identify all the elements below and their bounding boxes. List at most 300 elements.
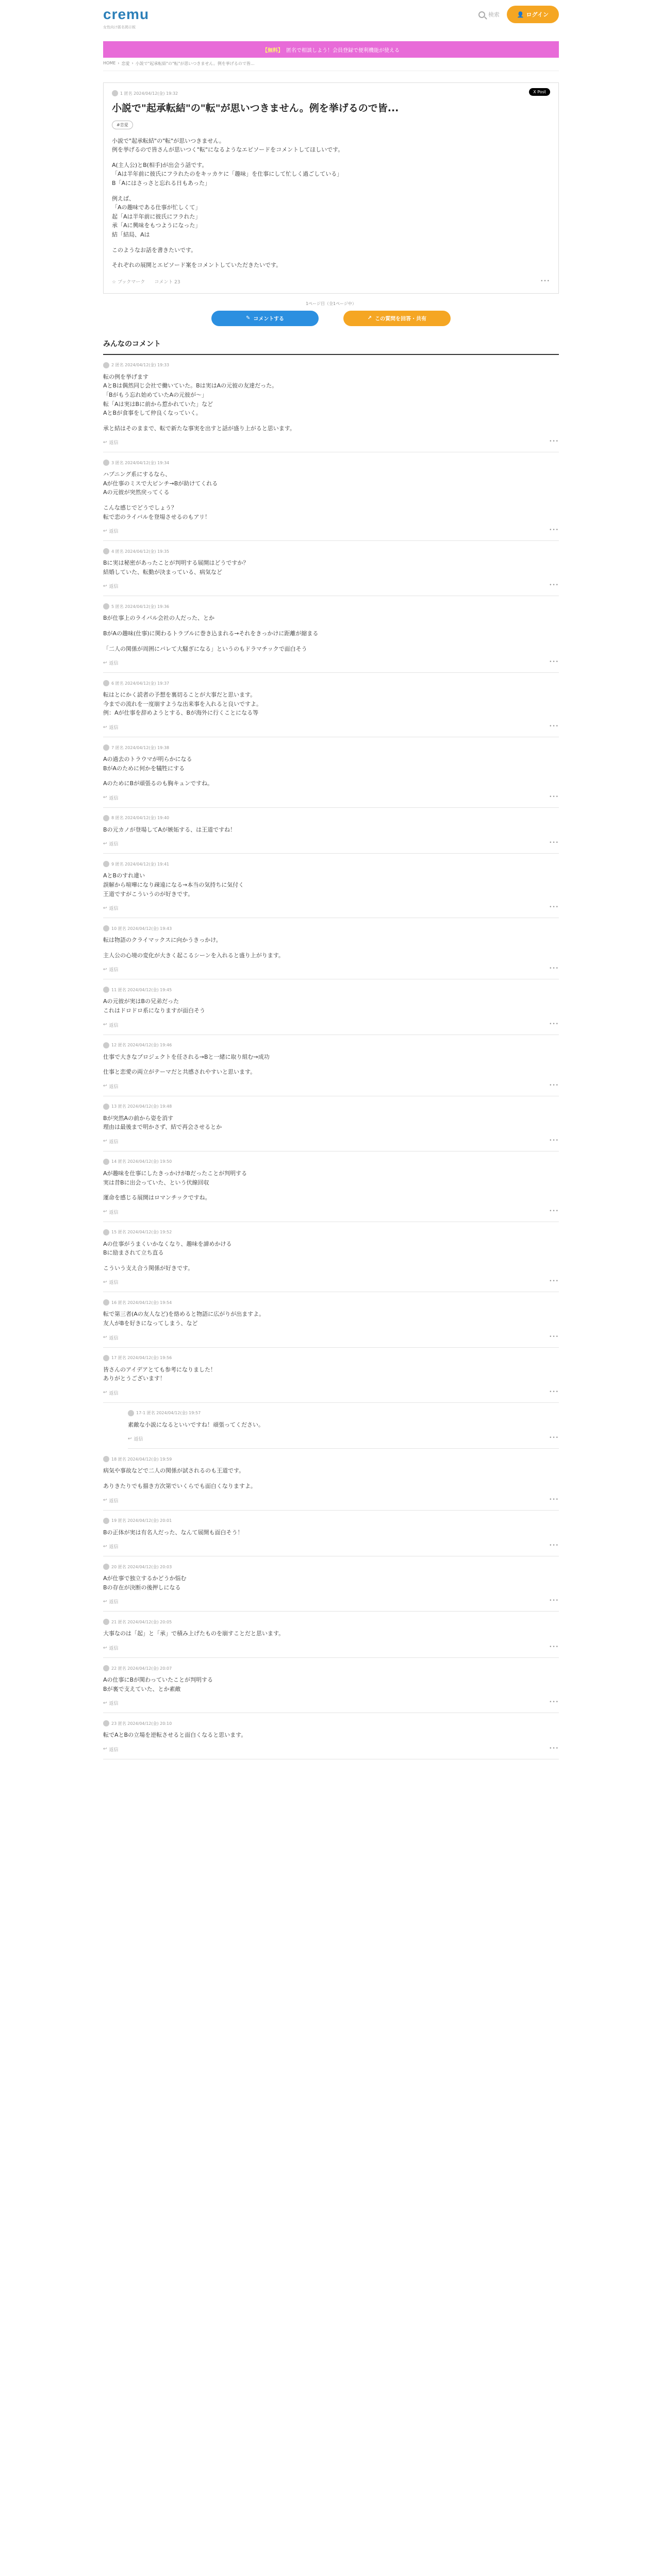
more-icon[interactable]: ••• bbox=[549, 1435, 559, 1441]
more-icon[interactable]: ••• bbox=[549, 659, 559, 665]
comment-meta bbox=[103, 1229, 559, 1235]
comment-meta-text: 17-1 匿名 2024/04/12(金) 19:57 bbox=[136, 1411, 201, 1416]
comment-meta bbox=[103, 1619, 559, 1625]
comment-body bbox=[103, 1528, 559, 1537]
comment-meta-text: 20 匿名 2024/04/12(金) 20:03 bbox=[111, 1564, 172, 1569]
comment-body bbox=[103, 936, 559, 960]
more-icon[interactable]: ••• bbox=[549, 1645, 559, 1650]
reply-button[interactable] bbox=[103, 1279, 119, 1285]
question-meta-text: 1 匿名 2024/04/12(金) 19:32 bbox=[120, 91, 178, 96]
comment-body bbox=[103, 558, 559, 577]
comment-meta-text: 17 匿名 2024/04/12(金) 19:56 bbox=[111, 1355, 172, 1361]
avatar bbox=[103, 1104, 109, 1110]
reply-button[interactable] bbox=[103, 1746, 119, 1753]
comment-item bbox=[103, 854, 559, 918]
comment-footer bbox=[103, 1389, 559, 1396]
comment-meta-text: 23 匿名 2024/04/12(金) 20:10 bbox=[111, 1721, 172, 1726]
more-icon[interactable]: ••• bbox=[549, 1745, 559, 1751]
comment-line: Aが仕事のミスで大ピンチ→Bが助けてくれる bbox=[103, 480, 218, 487]
paragraph-gap bbox=[103, 1061, 559, 1067]
reply-label: 返信 bbox=[109, 1747, 119, 1753]
header-actions bbox=[478, 6, 559, 23]
more-icon[interactable]: ••• bbox=[549, 724, 559, 729]
comment-item bbox=[103, 1348, 559, 1403]
more-icon[interactable]: ••• bbox=[549, 439, 559, 445]
comment-meta-text: 19 匿名 2024/04/12(金) 20:01 bbox=[111, 1518, 172, 1523]
reply-label: 返信 bbox=[109, 795, 119, 801]
avatar bbox=[103, 1619, 109, 1625]
reply-button[interactable] bbox=[103, 659, 119, 666]
reply-icon: ↩ bbox=[103, 1747, 107, 1752]
reply-label: 返信 bbox=[134, 1437, 143, 1443]
more-icon[interactable]: ••• bbox=[549, 1082, 559, 1088]
more-icon[interactable]: ••• bbox=[549, 583, 559, 588]
question-tag[interactable]: #恋愛 bbox=[112, 121, 133, 129]
comment-line: AとBが食事をして仲良くなっていく。 bbox=[103, 410, 202, 417]
more-icon[interactable]: ••• bbox=[549, 794, 559, 800]
reply-button[interactable] bbox=[103, 1209, 119, 1215]
share-button[interactable] bbox=[343, 311, 451, 326]
avatar bbox=[103, 1720, 109, 1726]
comment-body bbox=[103, 755, 559, 788]
paragraph-gap bbox=[103, 1258, 559, 1264]
paragraph-gap bbox=[103, 418, 559, 424]
comment-meta-text: 4 匿名 2024/04/12(金) 19:35 bbox=[111, 549, 170, 554]
comment-meta bbox=[103, 1042, 559, 1048]
comment-line: これはドロドロ系になりますが面白そう bbox=[103, 1007, 205, 1014]
comment-meta bbox=[103, 362, 559, 368]
comment-footer bbox=[103, 659, 559, 666]
comment-footer bbox=[103, 528, 559, 534]
comment-line: こういう支え合う関係が好きです。 bbox=[103, 1264, 194, 1272]
comment-item bbox=[103, 673, 559, 737]
comment-line: Bに実は秘密があったことが判明する展開はどうですか？ bbox=[103, 560, 249, 567]
login-button[interactable] bbox=[507, 6, 559, 23]
comment-button-label: コメントする bbox=[253, 316, 285, 323]
reply-button[interactable] bbox=[103, 1334, 119, 1341]
question-body-line: このようなお話を書きたいです。 bbox=[112, 246, 197, 253]
comment-line: Bの存在が決断の後押しになる bbox=[103, 1584, 181, 1591]
comment-meta bbox=[128, 1410, 559, 1416]
comment-item bbox=[103, 355, 559, 453]
bookmark-label: ブックマーク bbox=[117, 279, 145, 285]
comment-footer bbox=[103, 1598, 559, 1605]
comment-meta-text: 3 匿名 2024/04/12(金) 19:34 bbox=[111, 460, 170, 465]
pencil-icon: ✎ bbox=[245, 315, 251, 321]
more-icon[interactable]: ••• bbox=[549, 1543, 559, 1549]
comment-item bbox=[103, 979, 559, 1035]
question-actions bbox=[103, 311, 559, 326]
x-post-button[interactable]: X Post bbox=[529, 88, 550, 96]
comment-footer bbox=[103, 1334, 559, 1341]
comment-footer bbox=[103, 1746, 559, 1753]
reply-label: 返信 bbox=[109, 1210, 119, 1215]
avatar bbox=[103, 861, 109, 867]
more-icon[interactable]: ••• bbox=[549, 1208, 559, 1214]
more-icon[interactable]: ••• bbox=[549, 1700, 559, 1705]
question-title: 小説で"起承転結"の"転"が思いつきません。例を挙げるので皆... bbox=[112, 103, 399, 114]
comment-footer bbox=[103, 583, 559, 589]
share-button-label: この質問を回答・共有 bbox=[375, 316, 427, 323]
comment-meta bbox=[103, 815, 559, 821]
paragraph-gap bbox=[112, 240, 550, 246]
paragraph-gap bbox=[103, 773, 559, 779]
comment-item bbox=[103, 1096, 559, 1151]
avatar bbox=[103, 680, 109, 686]
reply-icon: ↩ bbox=[103, 439, 107, 445]
more-icon[interactable]: ••• bbox=[549, 1279, 559, 1284]
comment-footer bbox=[103, 1645, 559, 1651]
comment-footer bbox=[103, 966, 559, 973]
reply-button[interactable] bbox=[103, 794, 119, 801]
comment-line: 実は昔Bに出会っていた、という伏線回収 bbox=[103, 1179, 209, 1186]
question-body-line: 小説で"起承転結"の"転"が思いつきません。 bbox=[112, 137, 225, 144]
avatar bbox=[103, 362, 109, 368]
bookmark-button[interactable]: ☆ ブックマーク bbox=[112, 279, 145, 285]
comment-meta bbox=[103, 925, 559, 931]
more-icon[interactable]: ••• bbox=[549, 528, 559, 533]
reply-label: 返信 bbox=[109, 1701, 119, 1707]
comment-footer bbox=[103, 1022, 559, 1028]
comment-line: Aの元彼が突然戻ってくる bbox=[103, 489, 170, 496]
reply-label: 返信 bbox=[109, 1498, 119, 1504]
comment-meta-text: 2 匿名 2024/04/12(金) 19:33 bbox=[111, 363, 170, 368]
avatar bbox=[103, 744, 109, 751]
comment-body bbox=[103, 1310, 559, 1328]
promo-text: 匿名で相談しよう！会員登録で便利機能が使える bbox=[286, 47, 400, 54]
comment-footer bbox=[103, 724, 559, 731]
reply-icon: ↩ bbox=[103, 1498, 107, 1503]
more-icon[interactable]: ••• bbox=[549, 1598, 559, 1604]
comment-meta-text: 7 匿名 2024/04/12(金) 19:38 bbox=[111, 745, 170, 750]
comment-footer bbox=[103, 1209, 559, 1215]
reply-icon: ↩ bbox=[103, 1544, 107, 1549]
promo-banner[interactable] bbox=[103, 41, 559, 58]
comment-item bbox=[128, 1403, 559, 1449]
question-meta bbox=[112, 90, 550, 96]
comment-line: ありきたりでも描き方次第でいくらでも面白くなりますよ。 bbox=[103, 1483, 256, 1490]
comment-meta-text: 22 匿名 2024/04/12(金) 20:07 bbox=[111, 1666, 172, 1671]
main-content bbox=[0, 82, 662, 1759]
comment-body bbox=[103, 1240, 559, 1273]
question-body-line: 「Aの趣味である仕事が忙しくて」 bbox=[112, 204, 201, 211]
comment-meta-text: 18 匿名 2024/04/12(金) 19:59 bbox=[111, 1456, 172, 1462]
comment-line: 承と結はそのままで、転で新たな事実を出すと話が盛り上がると思います。 bbox=[103, 425, 295, 432]
comment-body bbox=[103, 1114, 559, 1132]
comment-meta-text: 12 匿名 2024/04/12(金) 19:46 bbox=[111, 1043, 172, 1048]
question-body-line: 起「Aは半年前に彼氏にフラれた」 bbox=[112, 213, 201, 220]
reply-label: 返信 bbox=[109, 968, 119, 973]
comment-meta bbox=[103, 680, 559, 686]
more-icon[interactable]: ••• bbox=[549, 905, 559, 910]
avatar bbox=[103, 460, 109, 466]
search-label: 検索 bbox=[488, 11, 500, 18]
comment-meta bbox=[103, 548, 559, 554]
comment-count: コメント 23 bbox=[154, 279, 180, 285]
reply-label: 返信 bbox=[109, 842, 119, 848]
reply-icon: ↩ bbox=[103, 795, 107, 801]
comment-body bbox=[103, 614, 559, 653]
comment-line: 転でAとBの立場を逆転させると面白くなると思います。 bbox=[103, 1732, 247, 1739]
reply-label: 返信 bbox=[109, 661, 119, 667]
breadcrumb bbox=[103, 61, 559, 71]
comment-footer bbox=[103, 439, 559, 446]
comment-line: Bが突然Aの前から姿を消す bbox=[103, 1114, 174, 1122]
comment-item bbox=[103, 1612, 559, 1658]
reply-label: 返信 bbox=[109, 440, 119, 446]
question-body-line: 例えば、 bbox=[112, 195, 135, 202]
reply-label: 返信 bbox=[109, 584, 119, 590]
comment-item bbox=[103, 1151, 559, 1222]
comment-line: 「Bがもう忘れ始めていたAの元彼が〜」 bbox=[103, 391, 208, 398]
reply-button[interactable] bbox=[103, 1138, 119, 1145]
comment-line: 転は物語のクライマックスに向かうきっかけ。 bbox=[103, 937, 222, 944]
reply-icon: ↩ bbox=[103, 660, 107, 666]
comment-line: Aの過去のトラウマが明らかになる bbox=[103, 756, 192, 762]
comment-item bbox=[103, 1292, 559, 1347]
comment-list bbox=[103, 355, 559, 1759]
comment-line: BがAの趣味(仕事)に関わるトラブルに巻き込まれる→それをきっかけに距離が縮まる bbox=[103, 630, 319, 637]
avatar bbox=[103, 987, 109, 993]
more-icon[interactable]: ••• bbox=[549, 1334, 559, 1340]
comment-line: ありがとうございます！ bbox=[103, 1375, 166, 1382]
paragraph-gap bbox=[112, 188, 550, 194]
comment-meta bbox=[103, 460, 559, 466]
comment-footer bbox=[103, 1700, 559, 1706]
comment-item bbox=[103, 918, 559, 979]
comment-item bbox=[103, 1556, 559, 1612]
reply-button[interactable] bbox=[103, 1598, 119, 1605]
reply-icon: ↩ bbox=[103, 967, 107, 972]
reply-label: 返信 bbox=[109, 1545, 119, 1550]
breadcrumb-category[interactable]: 恋愛 bbox=[121, 61, 130, 66]
comment-meta bbox=[103, 1355, 559, 1361]
comment-body bbox=[103, 470, 559, 521]
reply-label: 返信 bbox=[109, 1023, 119, 1028]
avatar bbox=[103, 1564, 109, 1570]
more-icon[interactable]: ••• bbox=[540, 279, 550, 284]
avatar bbox=[103, 603, 109, 609]
reply-button[interactable] bbox=[103, 905, 119, 911]
avatar bbox=[103, 548, 109, 554]
site-tagline: 女性向け匿名掲示板 bbox=[103, 25, 136, 29]
more-icon[interactable]: ••• bbox=[549, 1021, 559, 1027]
reply-icon: ↩ bbox=[103, 1700, 107, 1706]
comment-footer bbox=[103, 905, 559, 911]
reply-label: 返信 bbox=[109, 1084, 119, 1090]
comment-body bbox=[128, 1420, 559, 1430]
comment-meta-text: 9 匿名 2024/04/12(金) 19:41 bbox=[111, 861, 170, 867]
reply-icon: ↩ bbox=[103, 1083, 107, 1089]
comment-line: 転の例を挙げます bbox=[103, 373, 148, 380]
comment-meta bbox=[103, 1104, 559, 1110]
comment-line: 仕事で大きなプロジェクトを任される→Bと一緒に取り組む→成功 bbox=[103, 1053, 270, 1060]
question-body-line: 例を挙げるので皆さんが思いつく"転"になるようなエピソードをコメントしてほしいです。 bbox=[112, 146, 344, 154]
reply-button[interactable] bbox=[103, 1497, 119, 1504]
comment-line: Bの元カノが登場してAが嫉妬する、は王道ですね！ bbox=[103, 826, 236, 833]
reply-icon: ↩ bbox=[103, 1139, 107, 1144]
comment-meta-text: 6 匿名 2024/04/12(金) 19:37 bbox=[111, 681, 170, 686]
comment-line: 例：Aが仕事を辞めようとする、Bが海外に行くことになる等 bbox=[103, 709, 259, 717]
reply-button[interactable] bbox=[103, 1700, 119, 1706]
question-body-line: B「Aにはさっさと忘れる日もあった」 bbox=[112, 179, 210, 187]
more-icon[interactable]: ••• bbox=[549, 840, 559, 846]
comment-line: 結婚していた、転勤が決まっている、病気など bbox=[103, 568, 222, 575]
comment-line: 大事なのは「起」と「承」で積み上げたものを崩すことだと思います。 bbox=[103, 1630, 285, 1637]
comment-footer bbox=[103, 1543, 559, 1550]
reply-button[interactable] bbox=[103, 528, 119, 534]
comment-meta-text: 11 匿名 2024/04/12(金) 19:45 bbox=[111, 987, 172, 992]
comment-button[interactable] bbox=[211, 311, 319, 326]
reply-label: 返信 bbox=[109, 1600, 119, 1605]
comment-line: 転「Aは実はBに前から惹かれていた」など bbox=[103, 400, 213, 408]
reply-button[interactable] bbox=[103, 1645, 119, 1651]
comment-meta bbox=[103, 744, 559, 751]
comment-line: 「二人の関係が周囲にバレて大騒ぎになる」というのもドラマチックで面白そう bbox=[103, 645, 307, 652]
comment-line: 王道ですがこういうのが好きです。 bbox=[103, 890, 194, 897]
comment-line: 誤解から喧嘩になり疎遠になる→本当の気持ちに気付く bbox=[103, 881, 244, 888]
paragraph-gap bbox=[103, 623, 559, 629]
avatar bbox=[103, 1355, 109, 1361]
reply-icon: ↩ bbox=[103, 1209, 107, 1215]
user-icon: 👤 bbox=[517, 11, 524, 18]
login-label: ログイン bbox=[526, 11, 549, 18]
more-icon[interactable]: ••• bbox=[549, 1389, 559, 1395]
comment-line: 運命を感じる展開はロマンチックですね。 bbox=[103, 1194, 211, 1201]
comment-item bbox=[103, 1222, 559, 1293]
reply-button[interactable] bbox=[103, 1083, 119, 1090]
comment-meta-text: 15 匿名 2024/04/12(金) 19:52 bbox=[111, 1230, 172, 1235]
reply-label: 返信 bbox=[109, 906, 119, 912]
comment-line: 転で第三者(Aの友人など)を絡めると物語に広がりが出ますよ。 bbox=[103, 1311, 265, 1318]
paragraph-gap bbox=[103, 1476, 559, 1482]
reply-button[interactable] bbox=[103, 840, 119, 847]
comment-line: Bが仕事上のライバル会社の人だった、とか bbox=[103, 615, 214, 622]
comment-line: 皆さんのアイデアとても参考になりました！ bbox=[103, 1366, 217, 1373]
question-body bbox=[112, 137, 550, 270]
reply-button[interactable] bbox=[103, 439, 119, 446]
comment-meta bbox=[103, 861, 559, 867]
question-footer bbox=[112, 278, 550, 285]
reply-label: 返信 bbox=[109, 529, 119, 535]
reply-icon: ↩ bbox=[103, 583, 107, 589]
comment-line: 仕事と恋愛の両立がテーマだと共感されやすいと思います。 bbox=[103, 1069, 256, 1076]
reply-icon: ↩ bbox=[103, 905, 107, 911]
reply-label: 返信 bbox=[109, 725, 119, 731]
comment-item bbox=[103, 1035, 559, 1096]
reply-label: 返信 bbox=[109, 1139, 119, 1145]
comment-footer bbox=[103, 1279, 559, 1285]
comment-meta-text: 14 匿名 2024/04/12(金) 19:50 bbox=[111, 1159, 172, 1164]
comment-line: 素敵な小説になるといいですね！頑張ってください。 bbox=[128, 1421, 264, 1428]
search-icon bbox=[478, 11, 485, 18]
avatar bbox=[128, 1410, 134, 1416]
question-body-line: 「Aは半年前に彼氏にフラれたのをキッカケに「趣味」を仕事にして忙しく過ごしている」 bbox=[112, 171, 343, 178]
reply-label: 返信 bbox=[109, 1280, 119, 1286]
promo-accent: 【無料】 bbox=[262, 47, 283, 54]
comment-line: Aが仕事で独立するかどうか悩む bbox=[103, 1575, 187, 1582]
reply-button[interactable] bbox=[103, 724, 119, 731]
more-icon[interactable]: ••• bbox=[549, 1138, 559, 1143]
comment-body bbox=[103, 825, 559, 835]
comment-item bbox=[103, 1511, 559, 1557]
reply-icon: ↩ bbox=[103, 528, 107, 534]
avatar bbox=[103, 1042, 109, 1048]
comment-line: 理由は最後まで明かさず、結で再会させるとか bbox=[103, 1124, 222, 1131]
question-card bbox=[103, 82, 559, 294]
comment-line: Aが趣味を仕事にしたきっかけがBだったことが判明する bbox=[103, 1170, 247, 1177]
site-logo[interactable]: cremu bbox=[103, 6, 150, 22]
breadcrumb-separator: › bbox=[118, 61, 120, 65]
comment-item bbox=[103, 1713, 559, 1759]
reply-icon: ↩ bbox=[103, 724, 107, 730]
comment-line: Aの仕事にBが関わっていたことが判明する bbox=[103, 1676, 213, 1683]
question-body-line: 承「Aに興味をもつようになった」 bbox=[112, 222, 201, 229]
breadcrumb-current: 小説で"起承転結"の"転"が思いつきません。例を挙げるので皆... bbox=[135, 61, 255, 66]
avatar bbox=[103, 1229, 109, 1235]
reply-button[interactable] bbox=[128, 1435, 143, 1442]
comment-body bbox=[103, 372, 559, 433]
comment-body bbox=[103, 1365, 559, 1383]
breadcrumb-home[interactable]: HOME bbox=[103, 61, 116, 65]
comment-line: Bの正体が実は有名人だった、なんて展開も面白そう！ bbox=[103, 1529, 243, 1536]
comment-line: AとBのすれ違い bbox=[103, 872, 145, 879]
comment-item bbox=[103, 541, 559, 596]
comment-line: 転で恋のライバルを登場させるのもアリ！ bbox=[103, 513, 211, 520]
comment-item bbox=[103, 808, 559, 854]
more-icon[interactable]: ••• bbox=[549, 1497, 559, 1502]
comment-line: 転はとにかく読者の予想を裏切ることが大事だと思います。 bbox=[103, 691, 256, 699]
comment-meta-text: 13 匿名 2024/04/12(金) 19:48 bbox=[111, 1104, 172, 1109]
reply-icon: ↩ bbox=[103, 1599, 107, 1604]
comment-item bbox=[103, 1449, 559, 1510]
comment-line: Aの仕事がうまくいかなくなり、趣味を諦めかける bbox=[103, 1240, 232, 1247]
comment-line: Bに励まされて立ち直る bbox=[103, 1249, 164, 1257]
comment-body bbox=[103, 1731, 559, 1740]
reply-button[interactable] bbox=[103, 966, 119, 973]
reply-icon: ↩ bbox=[103, 1022, 107, 1028]
comment-line: 友人がBを好きになってしまう、など bbox=[103, 1320, 198, 1327]
comment-body bbox=[103, 1574, 559, 1592]
avatar bbox=[103, 925, 109, 931]
comment-meta bbox=[103, 1159, 559, 1165]
avatar bbox=[103, 1518, 109, 1524]
comment-body bbox=[103, 1466, 559, 1490]
more-icon[interactable]: ••• bbox=[549, 966, 559, 972]
comment-meta bbox=[103, 1665, 559, 1671]
comment-line: ハプニング系にするなら、 bbox=[103, 471, 171, 478]
comment-body bbox=[103, 690, 559, 718]
comment-meta bbox=[103, 987, 559, 993]
reply-label: 返信 bbox=[109, 1335, 119, 1341]
reply-button[interactable] bbox=[103, 1543, 119, 1550]
comment-meta bbox=[103, 1720, 559, 1726]
reply-button[interactable] bbox=[103, 1022, 119, 1028]
reply-button[interactable] bbox=[103, 583, 119, 589]
question-body-line: それぞれの展開とエピソード案をコメントしていただきたいです。 bbox=[112, 262, 282, 269]
question-body-line: A(主人公)とB(相手)が出会う話です。 bbox=[112, 161, 208, 168]
reply-label: 返信 bbox=[109, 1391, 119, 1396]
reply-icon: ↩ bbox=[128, 1436, 132, 1442]
comment-body bbox=[103, 1675, 559, 1693]
reply-icon: ↩ bbox=[103, 841, 107, 846]
comment-line: こんな感じでどうでしょう？ bbox=[103, 504, 177, 512]
comment-body bbox=[103, 1053, 559, 1077]
reply-button[interactable] bbox=[103, 1389, 119, 1396]
comment-line: Aの元彼が実はBの兄弟だった bbox=[103, 998, 179, 1005]
comment-line: AのためにBが頑張るのも胸キュンですね。 bbox=[103, 780, 213, 787]
search-button[interactable] bbox=[478, 10, 500, 19]
